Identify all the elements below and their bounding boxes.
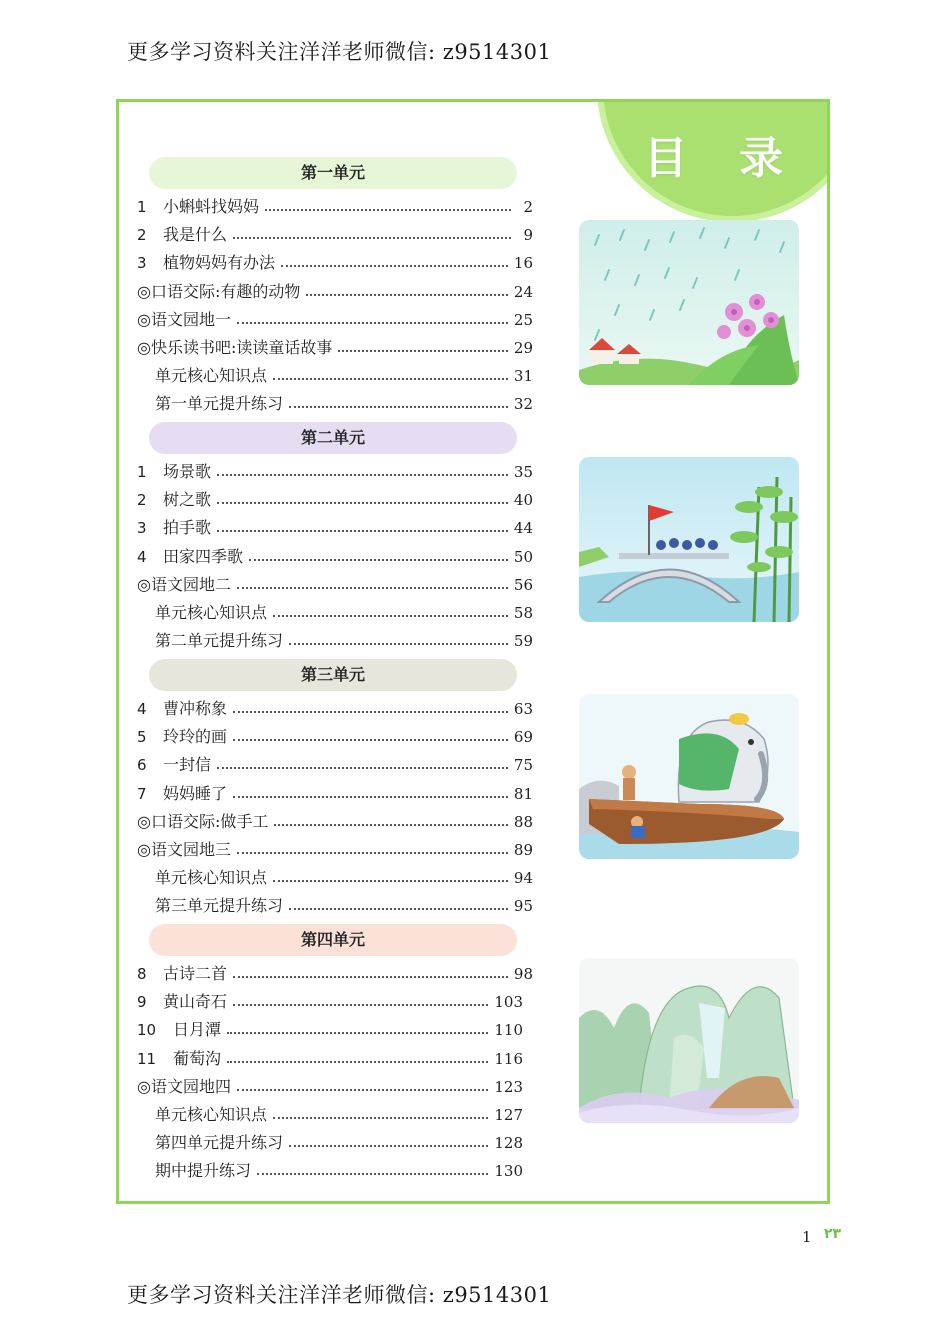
toc-entry[interactable] — [137, 838, 533, 862]
toc-entry-title: 葡萄沟 — [173, 1048, 222, 1068]
toc-entry-title: 我是什么 — [163, 225, 228, 245]
toc-entry-number: 1 — [137, 463, 147, 481]
toc-entry-page: 25 — [513, 310, 533, 329]
toc-entry-page: 88 — [513, 812, 533, 831]
illustration-bridge-flag — [579, 457, 799, 622]
dot-leader — [227, 1030, 488, 1034]
toc-entry-number: 3 — [137, 519, 147, 538]
toc-entry[interactable] — [155, 601, 533, 625]
toc-entry[interactable] — [137, 195, 533, 219]
illustration-elephant-boat — [579, 694, 799, 859]
toc-entry-number: 5 — [137, 728, 147, 747]
unit-header-3: 第三单元 — [149, 659, 517, 691]
toc-entry-title: ◎快乐读书吧:读读童话故事 — [137, 338, 333, 357]
toc-entry[interactable] — [155, 894, 533, 918]
toc-entry-number: 11 — [137, 1049, 157, 1068]
toc-entry[interactable] — [137, 573, 533, 597]
toc-entry-page: 2 — [523, 198, 533, 216]
dot-leader — [249, 557, 508, 561]
toc-entry[interactable] — [137, 516, 533, 540]
toc-entry-number: 8 — [137, 965, 147, 983]
unit-header-4: 第四单元 — [149, 924, 517, 956]
dot-leader — [338, 348, 508, 352]
toc-entry[interactable] — [137, 962, 533, 986]
toc-entry[interactable] — [137, 545, 533, 569]
toc-entry-page: 59 — [513, 632, 533, 651]
toc-entry-number: 10 — [137, 1021, 157, 1040]
toc-entry[interactable] — [137, 782, 533, 806]
toc-entry[interactable] — [137, 336, 533, 360]
toc-entry[interactable] — [137, 753, 533, 777]
toc-entry-page: 40 — [513, 491, 533, 510]
toc-entry-page: 98 — [513, 965, 533, 983]
dot-leader — [227, 1059, 488, 1063]
toc-entry-page: 63 — [513, 700, 533, 718]
toc-entry-number: 4 — [137, 547, 147, 566]
toc-entry-page: 24 — [513, 282, 533, 301]
unit-header-2: 第二单元 — [149, 422, 517, 454]
toc-entry-number: 3 — [137, 254, 147, 273]
dot-leader — [289, 641, 508, 645]
toc-entry-title: 妈妈睡了 — [163, 783, 228, 803]
toc-entry-number: 2 — [137, 491, 147, 510]
dot-leader — [217, 472, 508, 476]
toc-entry-page: 44 — [513, 519, 533, 538]
toc-entry-title: 植物妈妈有办法 — [163, 253, 276, 273]
toc-entry[interactable] — [137, 1018, 523, 1042]
toc-entry-page: 128 — [494, 1134, 523, 1153]
dot-leader — [233, 709, 508, 713]
toc-entry[interactable] — [155, 1159, 523, 1183]
toc-entry-page: 89 — [513, 841, 533, 859]
dot-leader — [257, 1171, 488, 1175]
toc-entry-title: 树之歌 — [163, 490, 212, 510]
toc-entry[interactable] — [137, 990, 523, 1014]
toc-entry-title: 场景歌 — [163, 462, 212, 481]
toc-entry[interactable] — [137, 308, 533, 332]
dot-leader — [289, 906, 508, 910]
toc-entry-page: 58 — [513, 604, 533, 622]
toc-entry-title: 第三单元提升练习 — [155, 896, 284, 916]
toc-entry[interactable] — [137, 1047, 523, 1071]
toc-entry-page: 35 — [513, 463, 533, 481]
dot-leader — [265, 207, 511, 211]
dot-leader — [233, 1002, 488, 1006]
toc-entry-page: 110 — [494, 1021, 523, 1040]
toc-entry[interactable] — [137, 223, 533, 247]
toc-entry-title: 期中提升练习 — [155, 1161, 252, 1181]
toc-entry-title: 日月潭 — [173, 1020, 222, 1040]
dot-leader — [273, 613, 508, 617]
toc-entry-title: ◎语文园地三 — [137, 840, 231, 859]
toc-entry-title: 古诗二首 — [163, 964, 228, 983]
toc-entry-page: 123 — [494, 1077, 523, 1096]
dot-leader — [237, 1087, 488, 1091]
unit-header-1: 第一单元 — [149, 157, 517, 189]
toc-entry-title: 单元核心知识点 — [155, 868, 268, 888]
toc-entry-page: 130 — [494, 1162, 523, 1181]
toc-entry-number: 1 — [137, 198, 147, 216]
dot-leader — [217, 765, 508, 769]
toc-entry[interactable] — [155, 1103, 523, 1127]
toc-entry[interactable] — [155, 866, 533, 890]
toc-entry-title: 一封信 — [163, 755, 212, 775]
toc-entry-page: 103 — [494, 993, 523, 1012]
toc-entry-title: 单元核心知识点 — [155, 603, 268, 622]
toc-frame — [116, 99, 830, 1204]
dot-leader — [237, 850, 508, 854]
toc-entry-page: 69 — [513, 728, 533, 747]
toc-entry-page: 9 — [523, 226, 533, 245]
toc-entry-title: 第四单元提升练习 — [155, 1133, 284, 1153]
toc-entry[interactable] — [155, 1131, 523, 1155]
toc-entry-page: 50 — [513, 547, 533, 566]
toc-entry-page: 94 — [513, 869, 533, 888]
watermark-bottom: 更多学习资料关注洋洋老师微信: z9514301 — [127, 1283, 552, 1307]
toc-entry-title: 小蝌蚪找妈妈 — [163, 197, 260, 216]
dot-leader — [273, 1115, 488, 1119]
toc-entry-page: 75 — [513, 756, 533, 775]
dot-leader — [233, 794, 508, 798]
toc-entry-page: 116 — [494, 1049, 523, 1068]
toc-entry-title: ◎语文园地二 — [137, 574, 231, 594]
toc-entry[interactable] — [137, 460, 533, 484]
illustration-mountains — [579, 958, 799, 1123]
dot-leader — [281, 263, 508, 267]
toc-entry[interactable] — [155, 629, 533, 653]
toc-entry-number: 4 — [137, 700, 147, 718]
dot-leader — [237, 585, 508, 589]
toc-entry-number: 9 — [137, 993, 147, 1012]
dot-leader — [306, 292, 508, 296]
toc-entry[interactable] — [137, 697, 533, 721]
toc-entry-title: 第二单元提升练习 — [155, 631, 284, 651]
toc-title: 目 录 — [643, 133, 801, 184]
watermark-top: 更多学习资料关注洋洋老师微信: z9514301 — [127, 40, 552, 64]
dot-leader — [289, 404, 508, 408]
toc-entry-title: 田家四季歌 — [163, 546, 244, 566]
toc-entry-title: 玲玲的画 — [163, 727, 228, 747]
toc-entry-number: 6 — [137, 756, 147, 775]
toc-entry[interactable] — [155, 364, 533, 388]
dot-leader — [233, 737, 508, 741]
page-number: 1 — [802, 1228, 812, 1246]
toc-entry-title: 曹冲称象 — [163, 699, 228, 718]
toc-entry-title: 单元核心知识点 — [155, 366, 268, 386]
dot-leader — [237, 320, 508, 324]
dot-leader — [274, 822, 508, 826]
toc-entry-number: 2 — [137, 226, 147, 245]
dot-leader — [273, 376, 508, 380]
page-mark: ۲۳ — [824, 1226, 842, 1242]
toc-entry[interactable] — [137, 810, 533, 834]
dot-leader — [233, 974, 508, 978]
toc-entry[interactable] — [137, 251, 533, 275]
toc-entry-page: 81 — [513, 784, 533, 803]
toc-entry-title: 黄山奇石 — [163, 992, 228, 1012]
dot-leader — [217, 528, 508, 532]
toc-entry-title: 第一单元提升练习 — [155, 394, 284, 414]
toc-entry-page: 32 — [513, 395, 533, 414]
toc-entry-page: 29 — [513, 339, 533, 357]
toc-entry[interactable] — [137, 488, 533, 512]
toc-entry-page: 127 — [494, 1106, 523, 1124]
dot-leader — [273, 878, 508, 882]
toc-entry[interactable] — [137, 725, 533, 749]
toc-entry-title: ◎口语交际:做手工 — [137, 811, 269, 831]
toc-entry-title: 拍手歌 — [163, 518, 212, 538]
illustration-rain-flowers — [579, 220, 799, 385]
toc-entry-page: 56 — [513, 575, 533, 594]
toc-entry[interactable] — [137, 280, 533, 304]
toc-entry-title: 单元核心知识点 — [155, 1105, 268, 1124]
dot-leader — [289, 1143, 488, 1147]
toc-entry-title: ◎语文园地一 — [137, 309, 231, 329]
toc-entry-title: ◎语文园地四 — [137, 1076, 231, 1096]
toc-entry-page: 31 — [513, 367, 533, 386]
dot-leader — [233, 235, 511, 239]
toc-entry-number: 7 — [137, 784, 147, 803]
toc-entry-title: ◎口语交际:有趣的动物 — [137, 281, 301, 301]
toc-entry-page: 16 — [513, 254, 533, 273]
toc-entry-page: 95 — [513, 897, 533, 916]
toc-entry[interactable] — [155, 392, 533, 416]
dot-leader — [217, 500, 508, 504]
toc-entry[interactable] — [137, 1075, 523, 1099]
